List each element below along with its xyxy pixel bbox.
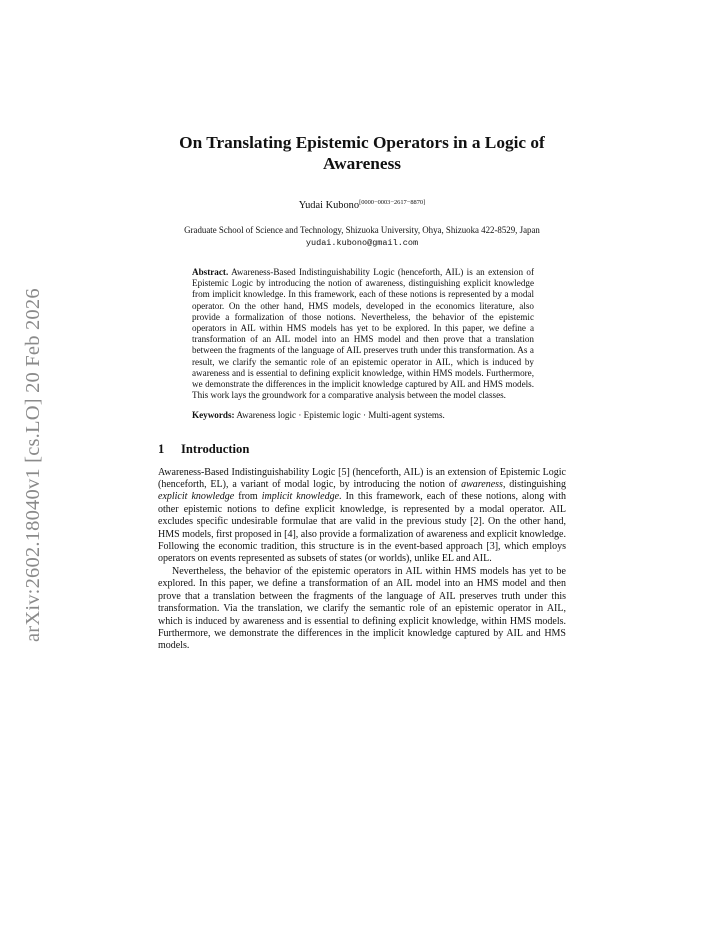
intro-paragraph-1 [158,467,566,566]
paper-page [158,132,566,653]
abstract-label: Abstract. [192,267,229,277]
arxiv-identifier-text: arXiv:2602.18040v1 [cs.LO] 20 Feb 2026 [22,288,44,642]
abstract [192,267,534,401]
intro-p1-part-b: , distinguishing [502,479,566,491]
term-awareness: awareness [461,479,503,491]
intro-p1-part-d: . In this framework, each of these notions, along with other epistemic notions to define explicit knowledge, is represented by a modal operator. AIL excludes specific undesirable formulae that are valid in the previous study [2]. On the other hand, HMS models, first proposed in [4], also provide a formalization of awareness and explicit knowledge. Following the economic tradition, this structure is in the event-based approach [3], which employs operators on events represented as subsets of states (or worlds), unlike EL and AIL. [158,491,566,565]
term-explicit-knowledge: explicit knowledge [158,491,235,503]
author-email[interactable]: yudai.kubono@gmail.com [305,238,419,248]
term-implicit-knowledge: implicit knowledge [261,491,340,503]
affiliation-text: Graduate School of Science and Technology, Shizuoka University, Ohya, Shizuoka 422-8529, Japan [184,225,540,235]
intro-p1-part-a: Awareness-Based Indistinguishability Logic [5] (henceforth, AIL) is an extension of Epistemic Logic (henceforth, EL), a variant of modal logic, by introducing the notion of [158,466,566,491]
arxiv-identifier-stamp [20,262,50,642]
author-orcid: [0000−0003−2617−8870] [359,199,426,206]
intro-p1-part-c: from [234,491,262,503]
section-number: 1 [158,441,165,456]
abstract-text: Awareness-Based Indistinguishability Logic (henceforth, AIL) is an extension of Epistemic Logic by introducing the notion of awareness, distinguishing explicit knowledge from implicit knowledge. In this framework, each of these notions is represented by a modal operator. On the other hand, HMS models, developed in the economics literature, also provide a formalization of those notions. Nevertheless, the behavior of the epistemic operators in AIL within HMS models has yet to be explored. In this paper, we define a transformation of an AIL model into an HMS model and then prove that a translation between the fragments of the language of AIL preserves truth under this transformation. As a result, we clarify the semantic role of an epistemic operator in AIL, which is induced by awareness and is essential to defining explicit knowledge, within HMS models. Furthermore, we demonstrate the differences in the implicit knowledge captured by AIL and HMS models. This work lays the groundwork for a comparative analysis between the model classes. [192,267,534,401]
intro-paragraph-2: Nevertheless, the behavior of the epistemic operators in AIL within HMS models has yet to be explored. In this paper, we define a transformation of an AIL model into an HMS model and then prove that a translation between the fragments of the language of AIL preserves truth under this transformation. Via the translation, we clarify the semantic role of an epistemic operator in AIL, which is induced by awareness and is essential to defining explicit knowledge, within HMS models. Furthermore, we demonstrate the differences in the implicit knowledge captured by AIL and HMS models. [158,565,566,652]
keywords-label: Keywords: [192,410,235,421]
author-line [158,196,566,212]
author-name: Yudai Kubono [298,200,360,211]
keywords [192,410,534,421]
paper-title: On Translating Epistemic Operators in a Logic of Awareness [179,133,545,173]
keywords-text: Awareness logic · Epistemic logic · Multi-agent systems. [236,410,445,421]
author-affiliation [158,224,566,249]
section-title: Introduction [181,441,250,456]
section-heading-introduction [158,442,566,457]
